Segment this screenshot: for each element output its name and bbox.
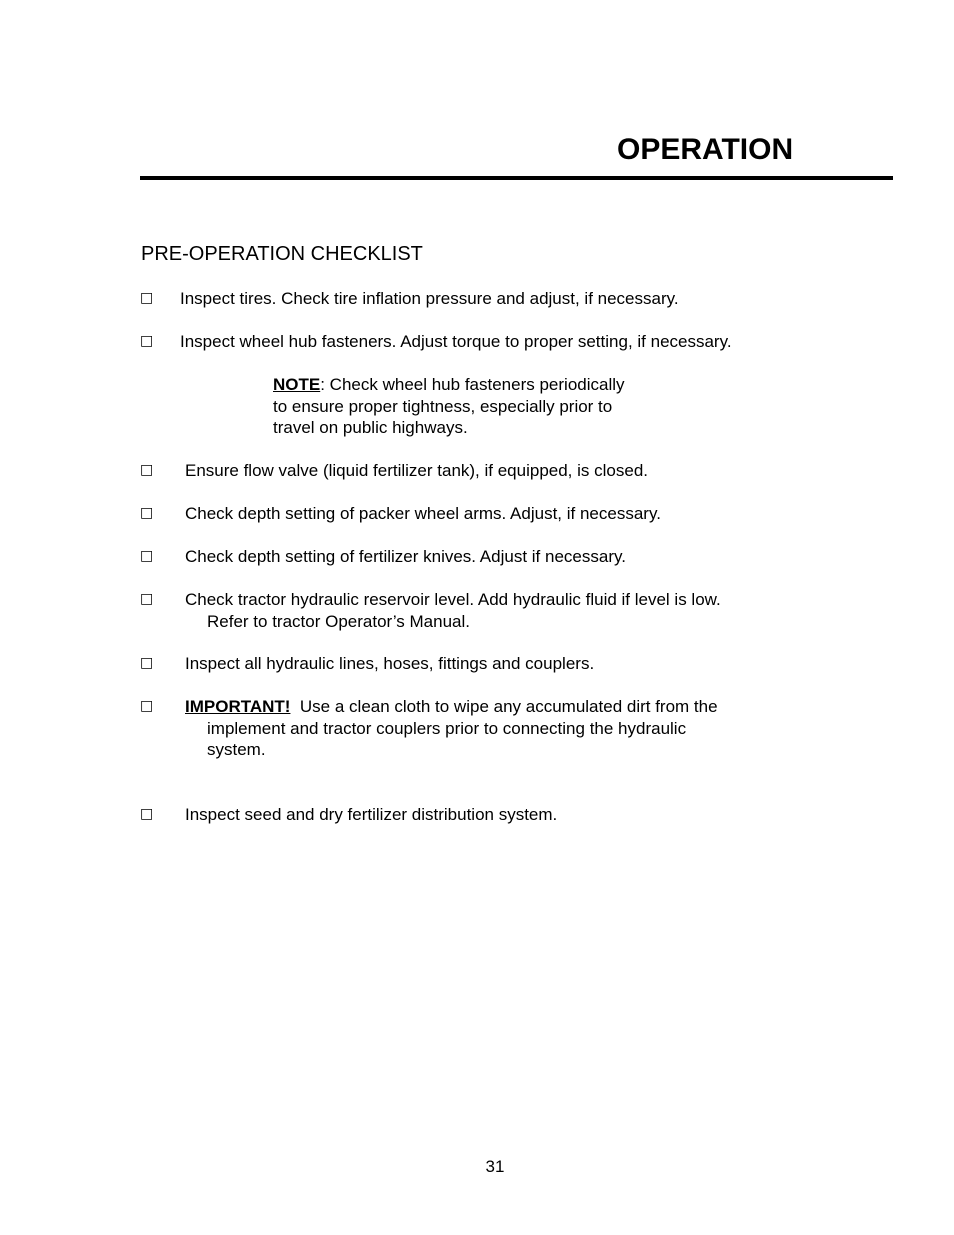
checklist-item-line: Check tractor hydraulic reservoir level. Add hydraulic fluid if level is low.	[185, 590, 721, 609]
note-line-text: : Check wheel hub fasteners periodically	[320, 375, 625, 394]
checkbox-icon: □	[140, 462, 154, 478]
checklist-item-line: implement and tractor couplers prior to connecting the hydraulic	[207, 718, 687, 738]
checklist-item-text: Inspect seed and dry fertilizer distribution system.	[185, 805, 558, 824]
note-block	[273, 374, 625, 439]
checklist-item-text	[185, 589, 721, 632]
page-title: OPERATION	[617, 133, 794, 166]
checklist-item-line: Refer to tractor Operator’s Manual.	[207, 611, 470, 631]
checkbox-icon: □	[140, 806, 154, 822]
important-text: Use a clean cloth to wipe any accumulated dirt from the	[299, 697, 718, 716]
checkbox-icon: □	[140, 505, 154, 521]
checkbox-icon: □	[140, 548, 154, 564]
checklist-item-text: Ensure flow valve (liquid fertilizer tank), if equipped, is closed.	[185, 461, 648, 480]
checklist-item-line: system.	[207, 740, 266, 759]
checkbox-icon: □	[140, 290, 154, 306]
important-label: IMPORTANT!	[185, 697, 291, 716]
checkbox-icon: □	[140, 333, 154, 349]
checklist-item-text: Check depth setting of packer wheel arms. Adjust, if necessary.	[185, 504, 661, 523]
section-heading: PRE-OPERATION CHECKLIST	[141, 243, 423, 265]
note-line: to ensure proper tightness, especially prior to	[273, 396, 613, 416]
checklist-item-text: Inspect tires. Check tire inflation pressure and adjust, if necessary.	[180, 289, 679, 308]
note-label: NOTE	[273, 375, 321, 394]
checkbox-icon: □	[140, 698, 154, 714]
checklist-item-text	[185, 696, 718, 761]
checklist-item-text: Check depth setting of fertilizer knives. Adjust if necessary.	[185, 547, 626, 566]
note-line: travel on public highways.	[273, 418, 468, 437]
title-rule	[140, 176, 893, 180]
page-number: 31	[485, 1157, 505, 1176]
checklist-item-text: Inspect wheel hub fasteners. Adjust torque to proper setting, if necessary.	[180, 332, 732, 351]
note-line	[273, 374, 625, 396]
checklist-item-text: Inspect all hydraulic lines, hoses, fittings and couplers.	[185, 654, 595, 673]
checkbox-icon: □	[140, 655, 154, 671]
checklist-item-line	[185, 696, 718, 718]
checkbox-icon: □	[140, 591, 154, 607]
